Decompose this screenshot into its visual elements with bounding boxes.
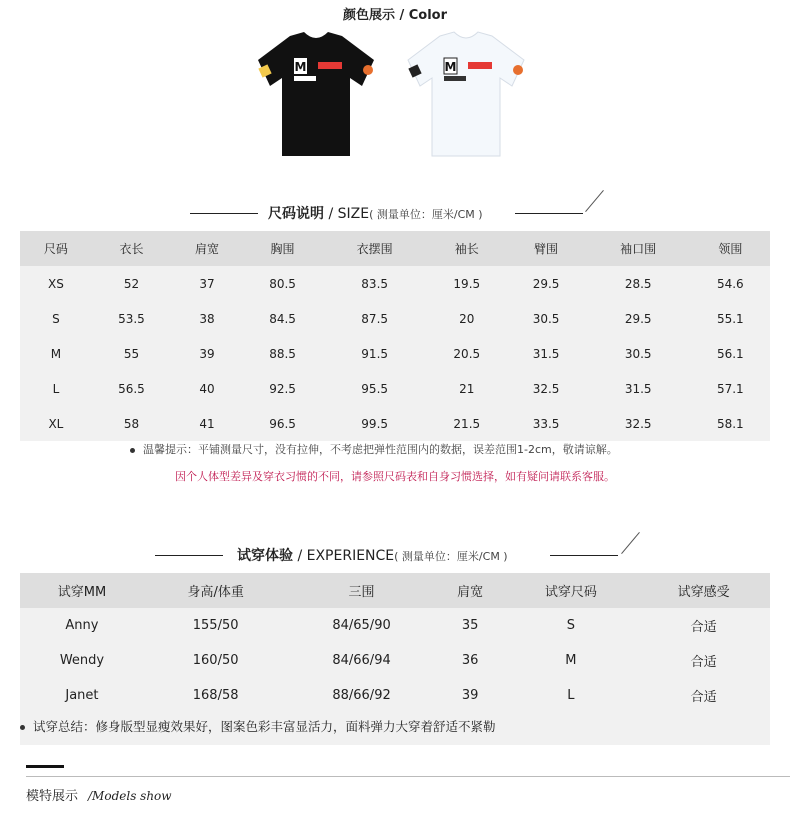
- table-cell: 30.5: [506, 301, 585, 336]
- color-section-title: 颜色展示 / Color: [342, 8, 448, 23]
- table-cell: 29.5: [506, 266, 585, 301]
- table-cell: 33.5: [506, 406, 585, 441]
- fit-advice-note: 因个人体型差异及穿衣习惯的不同，请参照尺码表和自身习惯选择，如有疑问请联系客服。: [175, 470, 615, 483]
- table-cell: 92.5: [243, 371, 322, 406]
- table-cell: S: [505, 608, 638, 643]
- table-cell: 54.6: [691, 266, 770, 301]
- table-cell: 32.5: [506, 371, 585, 406]
- table-cell: 52: [92, 266, 171, 301]
- table-row: [20, 608, 770, 643]
- table-cell: 155/50: [144, 608, 287, 643]
- header-rule-left: [155, 555, 223, 556]
- table-cell: XS: [20, 266, 92, 301]
- table-row: [20, 266, 770, 301]
- black-tshirt-image: [256, 30, 376, 160]
- size_section-header-cell: 袖长: [427, 231, 506, 266]
- size_section-header-cell: 衣长: [92, 231, 171, 266]
- table-cell: 20.5: [427, 336, 506, 371]
- size-chart-table: [20, 231, 770, 441]
- table-cell: 32.5: [586, 406, 691, 441]
- table-cell: XL: [20, 406, 92, 441]
- white-tshirt-image: [406, 30, 526, 160]
- table-cell: 41: [171, 406, 243, 441]
- table-cell: 95.5: [322, 371, 427, 406]
- size-section-header: [0, 201, 790, 225]
- table-cell: S: [20, 301, 92, 336]
- table-cell: M: [505, 643, 638, 678]
- table-cell: 84.5: [243, 301, 322, 336]
- table-cell: 55: [92, 336, 171, 371]
- table-cell: 31.5: [506, 336, 585, 371]
- table-cell: 88/66/92: [287, 678, 435, 713]
- table-cell: 39: [436, 678, 505, 713]
- table-cell: 31.5: [586, 371, 691, 406]
- table-cell: 55.1: [691, 301, 770, 336]
- table-cell: 合适: [637, 678, 770, 713]
- size_section-header-cell: 袖口围: [586, 231, 691, 266]
- table-row: [20, 371, 770, 406]
- models-accent-bar: [26, 765, 64, 768]
- table-cell: 21.5: [427, 406, 506, 441]
- table-cell: 35: [436, 608, 505, 643]
- size_section-header-cell: 尺码: [20, 231, 92, 266]
- header-rule-right: [550, 555, 618, 556]
- table-cell: 36: [436, 643, 505, 678]
- table-cell: 88.5: [243, 336, 322, 371]
- table-cell: 57.1: [691, 371, 770, 406]
- table-cell: 28.5: [586, 266, 691, 301]
- table-cell: 21: [427, 371, 506, 406]
- size_section-header-cell: 臂围: [506, 231, 585, 266]
- experience_section-header-cell: 试穿尺码: [505, 573, 638, 608]
- experience_section-header-cell: 身高/体重: [144, 573, 287, 608]
- try-on-summary: 试穿总结：修身版型显瘦效果好，图案色彩丰富显活力，面料弹力大穿着舒适不紧勒: [20, 717, 496, 735]
- table-cell: 80.5: [243, 266, 322, 301]
- svg-text:M: M: [444, 60, 457, 74]
- experience_section-header-cell: 试穿感受: [637, 573, 770, 608]
- table-cell: 40: [171, 371, 243, 406]
- size_section-header-cell: 衣摆围: [322, 231, 427, 266]
- svg-text:M: M: [294, 60, 307, 74]
- models-divider: [26, 776, 790, 777]
- measurement-note: 温馨提示：平铺测量尺寸，没有拉伸，不考虑把弹性范围内的数据，误差范围1-2cm，敬请谅解。: [130, 441, 618, 457]
- models-section-title: 模特展示 /Models show: [26, 789, 172, 804]
- table-cell: 30.5: [586, 336, 691, 371]
- table-cell: M: [20, 336, 92, 371]
- table-cell: 84/65/90: [287, 608, 435, 643]
- table-cell: 87.5: [322, 301, 427, 336]
- size_section-header-cell: 领围: [691, 231, 770, 266]
- table-cell: 56.1: [691, 336, 770, 371]
- table-cell: 96.5: [243, 406, 322, 441]
- table-row: [20, 643, 770, 678]
- table-cell: 58.1: [691, 406, 770, 441]
- table-cell: 29.5: [586, 301, 691, 336]
- table-cell: 99.5: [322, 406, 427, 441]
- table-cell: 38: [171, 301, 243, 336]
- table-cell: 合适: [637, 608, 770, 643]
- try-on-experience-table: [20, 573, 770, 713]
- header-rule-right: [515, 213, 583, 214]
- table-cell: 53.5: [92, 301, 171, 336]
- size-section-title: 尺码说明 / SIZE( 测量单位：厘米/CM ): [268, 206, 483, 222]
- table-cell: 39: [171, 336, 243, 371]
- header-rule-left: [190, 213, 258, 214]
- size_section-header-cell: 肩宽: [171, 231, 243, 266]
- table-cell: 91.5: [322, 336, 427, 371]
- table-row: [20, 301, 770, 336]
- table-cell: 58: [92, 406, 171, 441]
- table-row: [20, 406, 770, 441]
- experience-section-title: 试穿体验 / EXPERIENCE( 测量单位：厘米/CM ): [237, 548, 508, 564]
- experience_section-header-cell: 三围: [287, 573, 435, 608]
- table-cell: 160/50: [144, 643, 287, 678]
- size_section-header-cell: 胸围: [243, 231, 322, 266]
- table-cell: Wendy: [20, 643, 144, 678]
- header-slash-decoration: [585, 190, 604, 212]
- table-cell: 83.5: [322, 266, 427, 301]
- table-cell: 84/66/94: [287, 643, 435, 678]
- table-cell: 37: [171, 266, 243, 301]
- table-cell: 19.5: [427, 266, 506, 301]
- experience_section-header-cell: 试穿MM: [20, 573, 144, 608]
- header-slash-decoration: [621, 532, 640, 554]
- table-row: [20, 336, 770, 371]
- experience_section-header-cell: 肩宽: [436, 573, 505, 608]
- table-cell: 168/58: [144, 678, 287, 713]
- table-cell: 合适: [637, 643, 770, 678]
- table-cell: 56.5: [92, 371, 171, 406]
- table-cell: 20: [427, 301, 506, 336]
- table-cell: L: [20, 371, 92, 406]
- experience-section-header: [0, 543, 790, 567]
- table-cell: Janet: [20, 678, 144, 713]
- table-cell: L: [505, 678, 638, 713]
- table-cell: Anny: [20, 608, 144, 643]
